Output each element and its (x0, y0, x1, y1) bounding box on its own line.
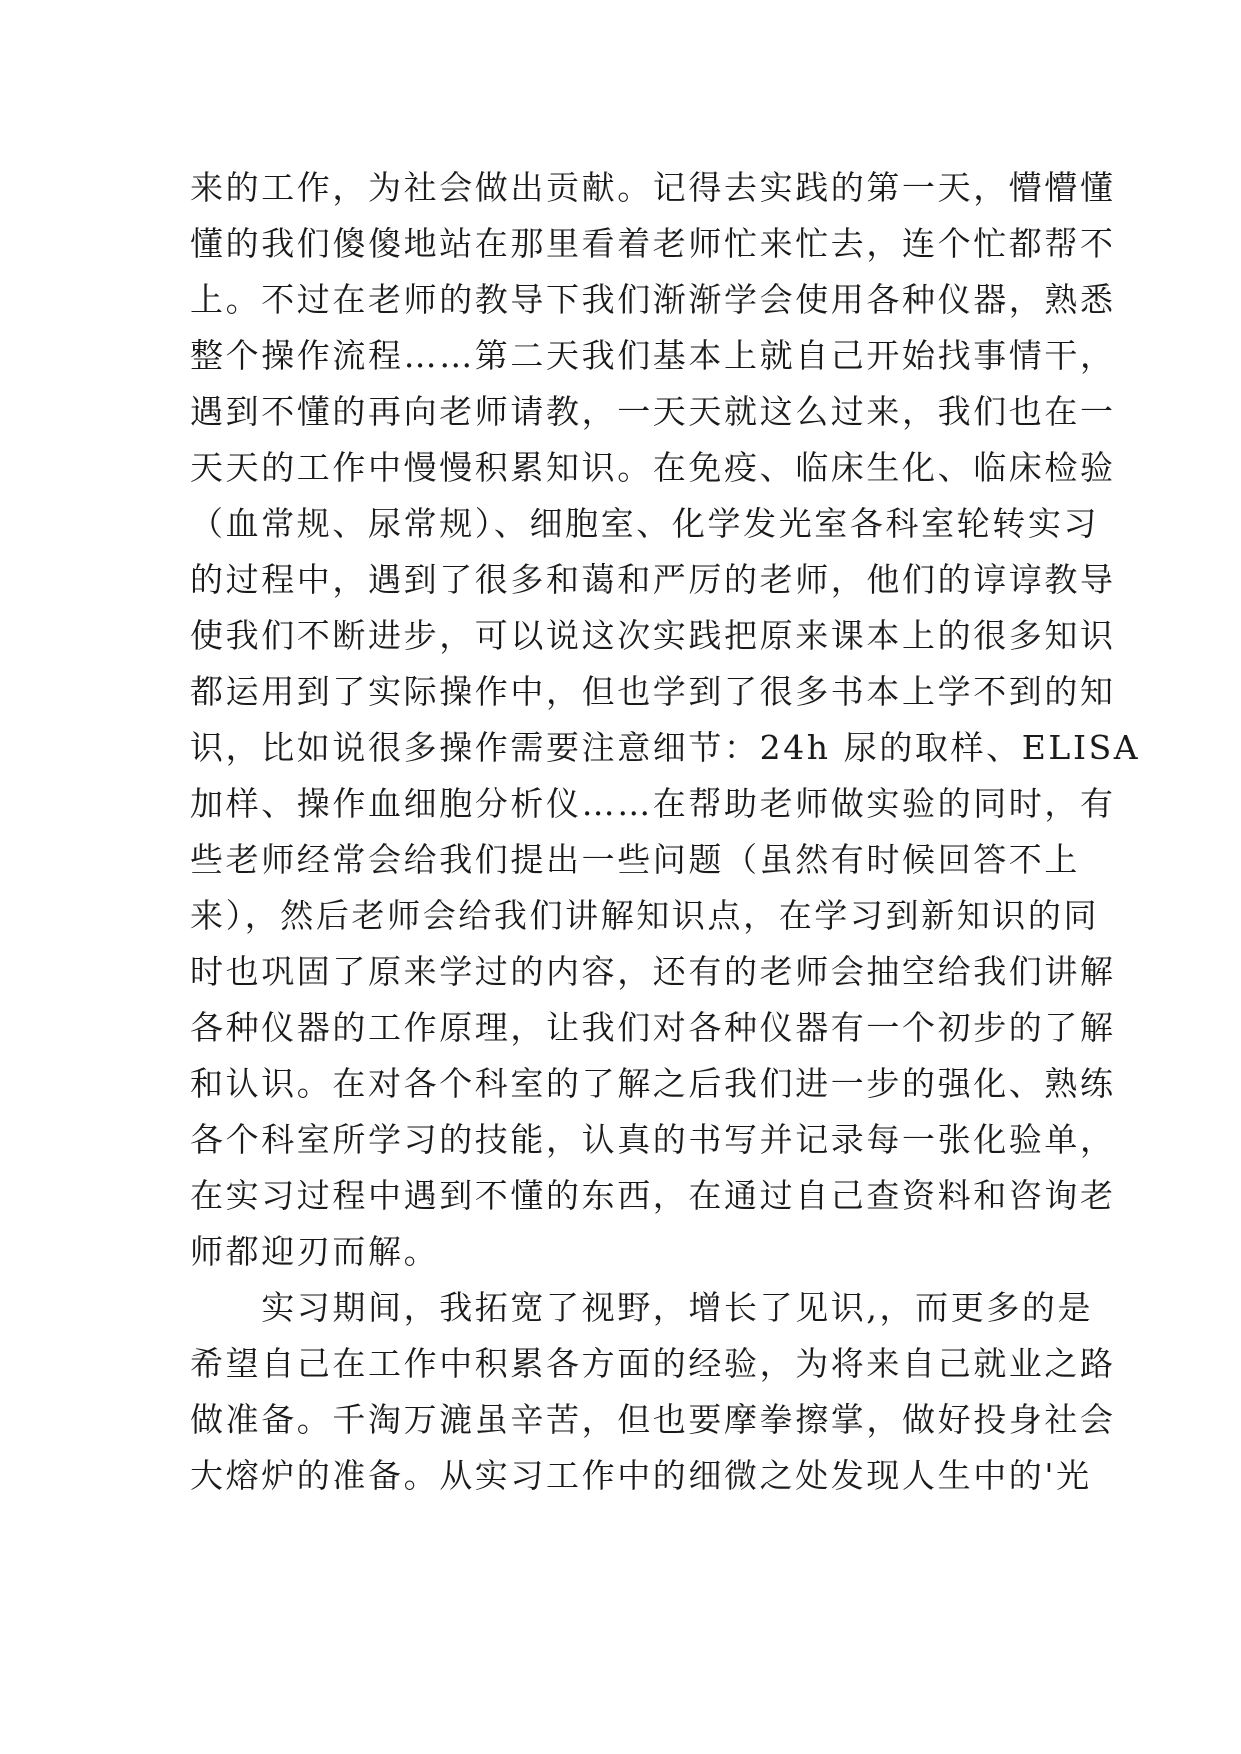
text-line: 上。不过在老师的教导下我们渐渐学会使用各种仪器，熟悉 (190, 280, 1116, 319)
text-line: 来的工作，为社会做出贡献。记得去实践的第一天，懵懵懂 (190, 168, 1116, 207)
text-line: 希望自己在工作中积累各方面的经验，为将来自己就业之路 (190, 1344, 1116, 1383)
text-line: 都运用到了实际操作中，但也学到了很多书本上学不到的知 (190, 672, 1116, 711)
text-line: 天天的工作中慢慢积累知识。在免疫、临床生化、临床检验 (190, 448, 1116, 487)
text-line: 各种仪器的工作原理，让我们对各种仪器有一个初步的了解 (190, 1008, 1116, 1047)
text-line: 的过程中，遇到了很多和蔼和严厉的老师，他们的谆谆教导 (190, 560, 1116, 599)
text-line: 师都迎刃而解。 (190, 1232, 440, 1271)
text-line: 遇到不懂的再向老师请教，一天天就这么过来，我们也在一 (190, 392, 1116, 431)
text-line: 整个操作流程……第二天我们基本上就自己开始找事情干， (190, 336, 1116, 375)
text-line: 些老师经常会给我们提出一些问题（虽然有时候回答不上 (190, 840, 1080, 879)
text-line: 加样、操作血细胞分析仪……在帮助老师做实验的同时，有 (190, 784, 1116, 823)
text-line: 和认识。在对各个科室的了解之后我们进一步的强化、熟练 (190, 1064, 1116, 1103)
body-text (190, 160, 1141, 1504)
text-line: （血常规、尿常规）、细胞室、化学发光室各科室轮转实习 (190, 504, 1100, 543)
text-line: 使我们不断进步，可以说这次实践把原来课本上的很多知识 (190, 616, 1116, 655)
text-line: 在实习过程中遇到不懂的东西，在通过自己查资料和咨询老 (190, 1176, 1116, 1215)
text-line: 时也巩固了原来学过的内容，还有的老师会抽空给我们讲解 (190, 952, 1116, 991)
text-line: 实习期间，我拓宽了视野，增长了见识,，而更多的是 (190, 1288, 1094, 1327)
text-line: 识，比如说很多操作需要注意细节：24h 尿的取样、ELISA (190, 728, 1141, 767)
text-line: 做准备。千淘万漉虽辛苦，但也要摩拳擦掌，做好投身社会 (190, 1400, 1116, 1439)
text-line: 各个科室所学习的技能，认真的书写并记录每一张化验单， (190, 1120, 1116, 1159)
text-line: 来），然后老师会给我们讲解知识点，在学习到新知识的同 (190, 896, 1100, 935)
text-line: 大熔炉的准备。从实习工作中的细微之处发现人生中的'光 (190, 1456, 1092, 1495)
text-line: 懂的我们傻傻地站在那里看着老师忙来忙去，连个忙都帮不 (190, 224, 1116, 263)
